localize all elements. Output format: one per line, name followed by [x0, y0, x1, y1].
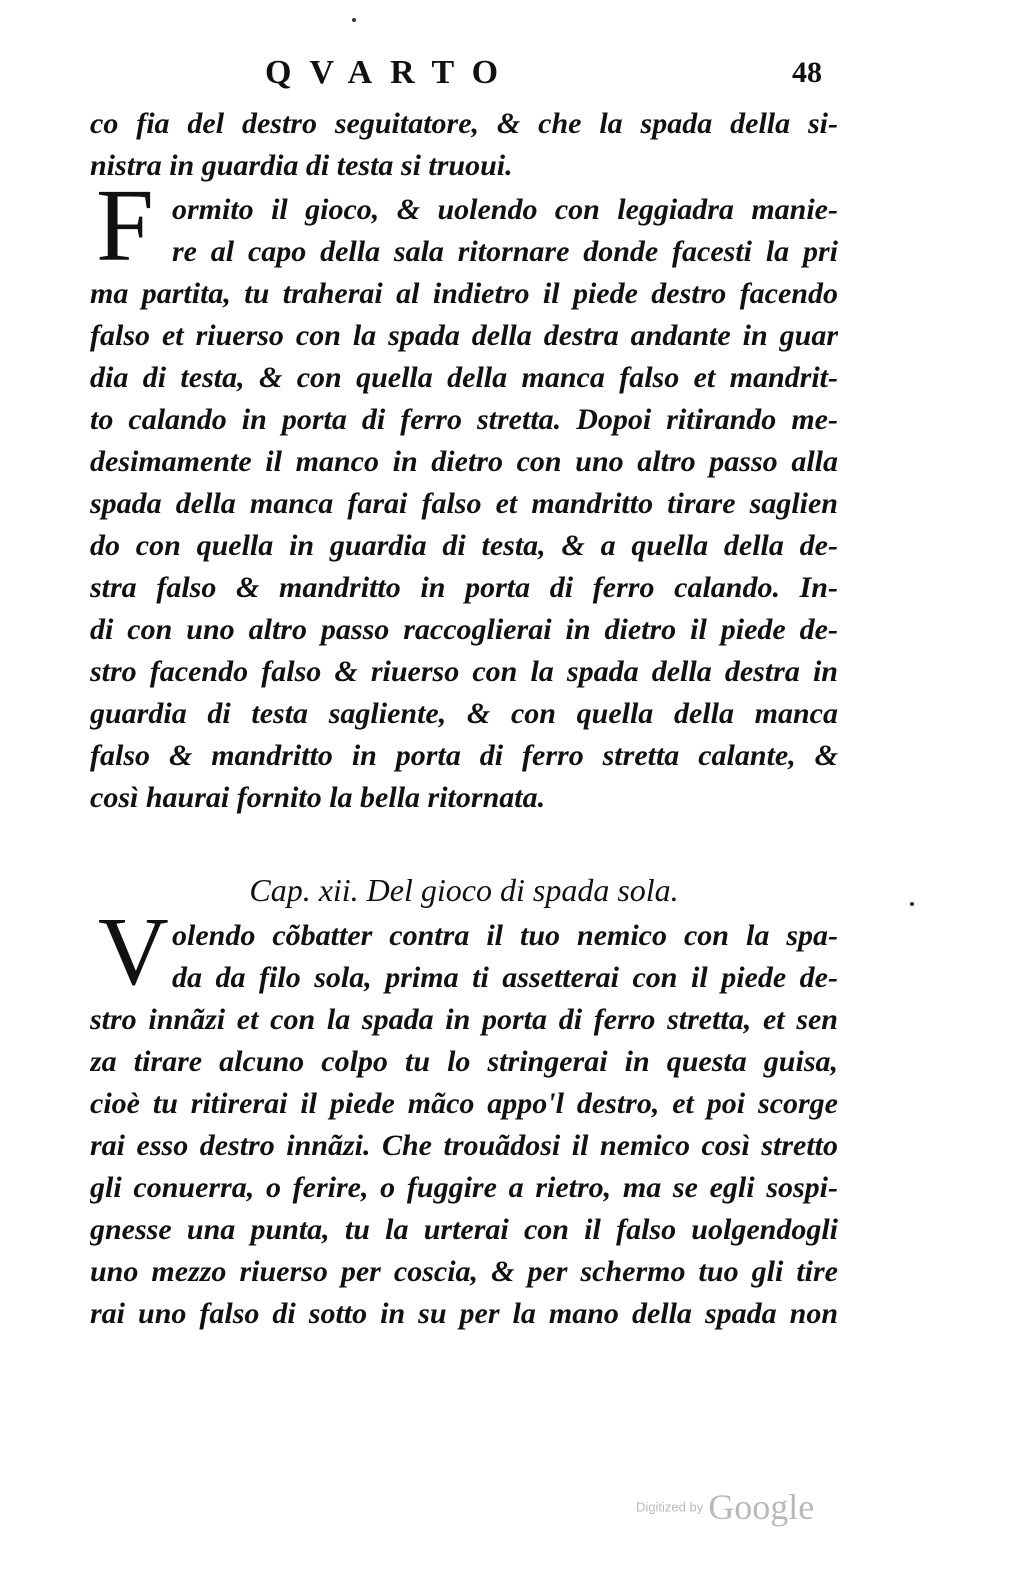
google-logo: Google: [708, 1487, 815, 1527]
paragraph-line: di con uno altro passo raccoglierai in dietro il piede de-: [90, 613, 838, 646]
paragraph-line: desimamente il manco in dietro con uno altro passo alla: [90, 445, 838, 478]
paragraph-line: da da filo sola, prima ti assetterai con il piede de-: [172, 961, 838, 994]
ink-speck: [910, 902, 914, 906]
paragraph-line: stro innãzi et con la spada in porta di ferro stretta, et sen: [90, 1003, 838, 1036]
paragraph-line: rai esso destro innãzi. Che trouãdosi il nemico così stretto: [90, 1129, 838, 1162]
paragraph-line: olendo cõbatter contra il tuo nemico con la spa-: [172, 919, 838, 952]
digitized-watermark: [636, 1486, 814, 1530]
drop-cap-initial: F: [96, 168, 154, 283]
paragraph-line: così haurai fornito la bella ritornata.: [90, 781, 546, 814]
continuation-line: co fia del destro seguitatore, & che la spada della si-: [90, 107, 838, 140]
running-head: [90, 52, 830, 96]
paragraph-line: spada della manca farai falso et mandritto tirare saglien: [90, 487, 838, 520]
paragraph-line: cioè tu ritirerai il piede mãco appo'l destro, et poi scorge: [90, 1087, 838, 1120]
paragraph-line: gnesse una punta, tu la urterai con il falso uolgendogli: [90, 1213, 838, 1246]
ink-speck: [352, 18, 356, 22]
paragraph-line: re al capo della sala ritornare donde facesti la pri: [172, 235, 838, 268]
paragraph-line: do con quella in guardia di testa, & a quella della de-: [90, 529, 838, 562]
watermark-prefix: Digitized by: [636, 1499, 704, 1515]
running-title: QVARTO: [265, 54, 517, 91]
paragraph-line: ormito il gioco, & uolendo con leggiadra manie-: [172, 193, 838, 226]
drop-cap-initial: V: [98, 898, 169, 1006]
paragraph-line: falso et riuerso con la spada della destra andante in guar: [90, 319, 838, 352]
paragraph-line: stra falso & mandritto in porta di ferro calando. In-: [90, 571, 838, 604]
page-number: 48: [792, 56, 822, 89]
paragraph-line: falso & mandritto in porta di ferro stretta calante, &: [90, 739, 838, 772]
paragraph-line: za tirare alcuno colpo tu lo stringerai in questa guisa,: [90, 1045, 838, 1078]
paragraph-line: gli conuerra, o ferire, o fuggire a rietro, ma se egli sospi-: [90, 1171, 838, 1204]
paragraph-line: to calando in porta di ferro stretta. Dopoi ritirando me-: [90, 403, 838, 436]
paragraph-line: rai uno falso di sotto in su per la mano della spada non: [90, 1297, 838, 1330]
paragraph-line: stro facendo falso & riuerso con la spada della destra in: [90, 655, 838, 688]
paragraph-line: uno mezzo riuerso per coscia, & per schermo tuo gli tire: [90, 1255, 838, 1288]
paragraph-line: dia di testa, & con quella della manca falso et mandrit-: [90, 361, 838, 394]
continuation-line: nistra in guardia di testa si truoui.: [90, 149, 513, 182]
chapter-heading: Cap. xii. Del gioco di spada sola.: [249, 872, 679, 908]
paragraph-line: guardia di testa sagliente, & con quella della manca: [90, 697, 838, 730]
paragraph-line: ma partita, tu traherai al indietro il piede destro facendo: [90, 277, 838, 310]
